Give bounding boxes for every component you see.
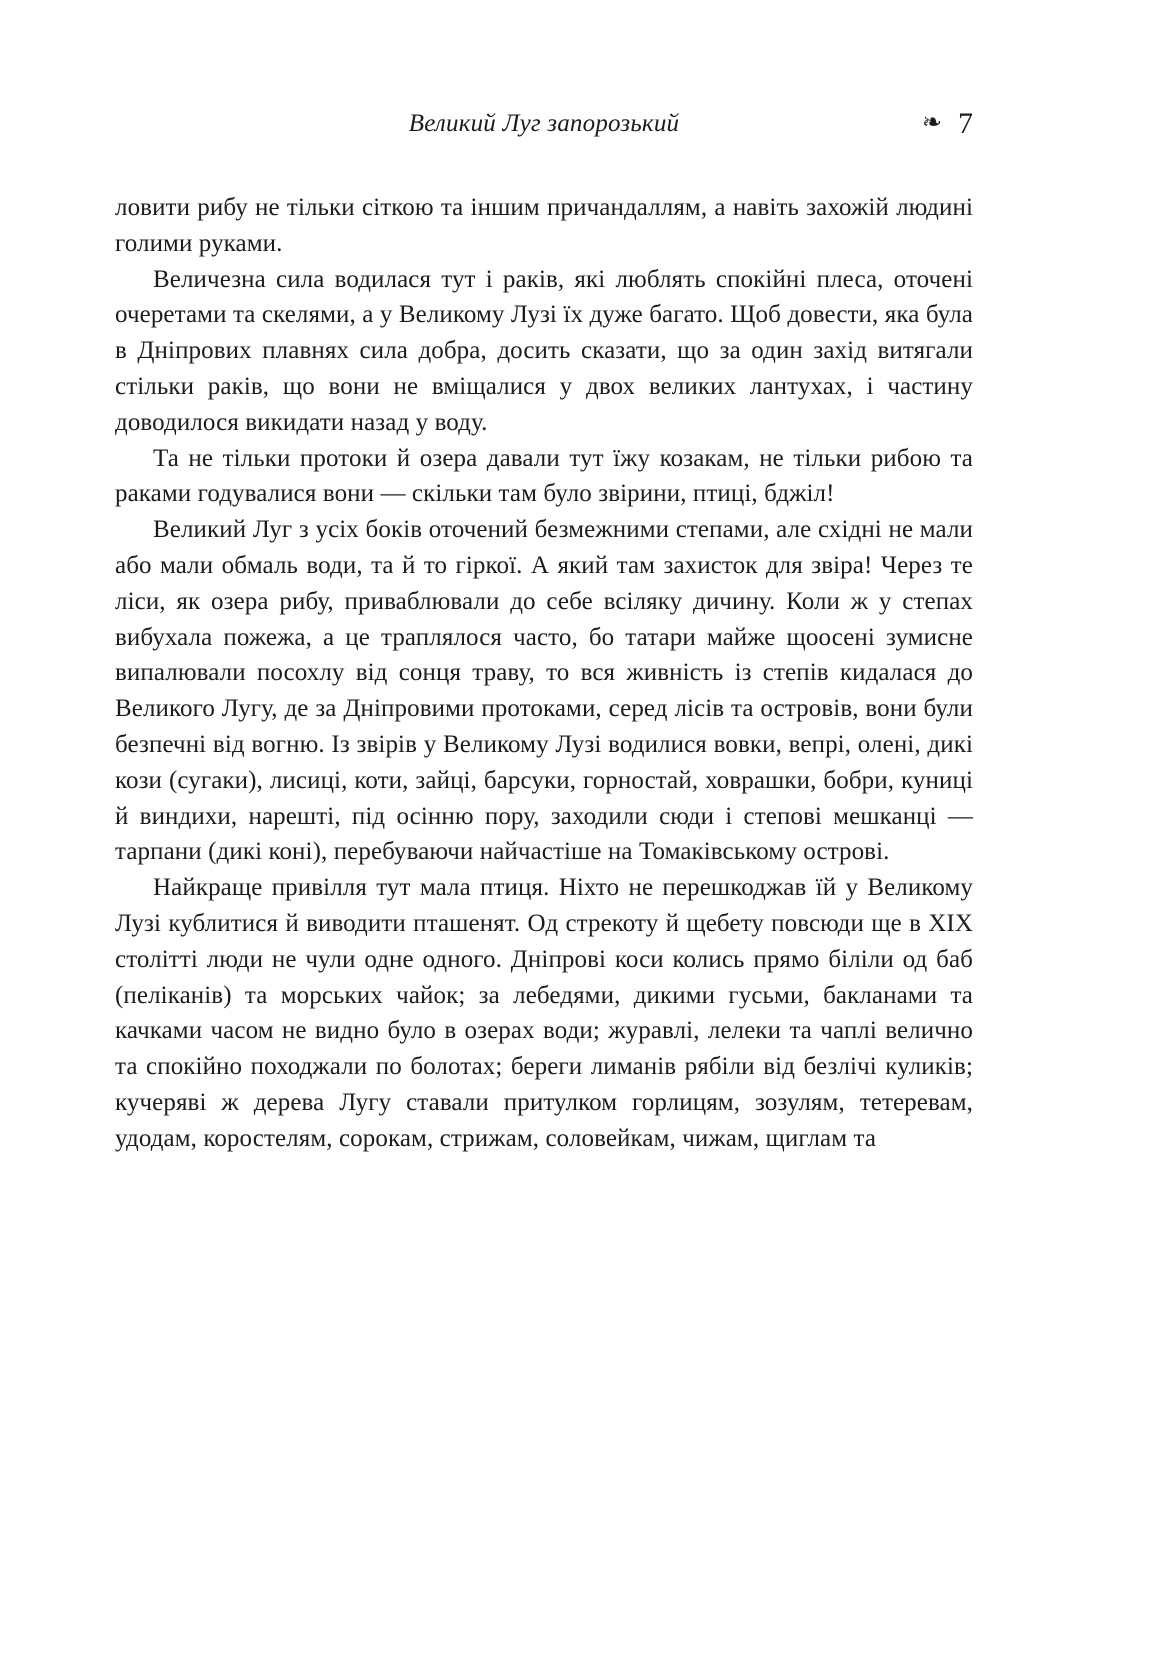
- fleuron-ornament-icon: ❧: [921, 108, 942, 136]
- running-header-title: Великий Луг запорозький: [408, 110, 680, 137]
- header-right-group: [922, 106, 973, 142]
- paragraph-continuation: ловити рибу не тільки сіткою та іншим причандаллям, а навіть захожій людині голими руками.: [115, 194, 973, 257]
- paragraph: Величезна сила водилася тут і раків, які люблять спокійні плеса, оточені очеретами та скелями, а у Великому Лузі їх дуже багато. Щоб довести, яка була в Дніпрових плавнях сила добра, досить сказати, що за один захід витягали стільки раків, що вони не вміщалися у двох великих лантухах, і частину доводилося викидати назад у воду.: [115, 265, 973, 436]
- body-text: [115, 190, 973, 1157]
- page-number: 7: [958, 107, 973, 140]
- running-header: [115, 106, 973, 142]
- paragraph: Великий Луг з усіх боків оточений безмежними степами, але східні не мали або мали обмаль води, та й то гіркої. А який там захисток для звіра! Через те ліси, як озера рибу, приваблювали до себе всіляку дичину. Коли ж у степах вибухала пожежа, а це траплялося часто, бо татари майже щоосені зумисне випалювали посохлу від сонця траву, то вся живність із степів кидалася до Великого Лугу, де за Дніпровими протоками, серед лісів та островів, вони були безпечні від вогню. Із звірів у Великому Лузі водилися вовки, вепрі, олені, дикі кози (сугаки), лисиці, коти, зайці, барсуки, горностай, ховрашки, бобри, куниці й виндихи, нарешті, під осінню пору, заходили сюди і степові мешканці — тарпани (дикі коні), перебуваючи найчастіше на Томаківському острові.: [115, 516, 973, 866]
- paragraph: Найкраще привілля тут мала птиця. Ніхто не перешкоджав їй у Великому Лузі кублитися й виводити пташенят. Од стрекоту й щебету повсюди ще в XIX столітті люди не чули одне одного. Дніпрові коси колись прямо біліли од баб (пеліканів) та морських чайок; за лебедями, дикими гусьми, бакланами та качками часом не видно було в озерах води; журавлі, лелеки та чаплі велично та спокійно походжали по болотах; береги лиманів рябіли від безлічі куликів; кучеряві ж дерева Лугу ставали притулком горлицям, зозулям, тетеревам, удодам, коростелям, сорокам, стрижам, соловейкам, чижам, щиглам та: [115, 874, 973, 1152]
- paragraph: Та не тільки протоки й озера давали тут їжу козакам, не тільки рибою та раками годувалися вони — скільки там було звірини, птиці, бджіл!: [115, 444, 973, 508]
